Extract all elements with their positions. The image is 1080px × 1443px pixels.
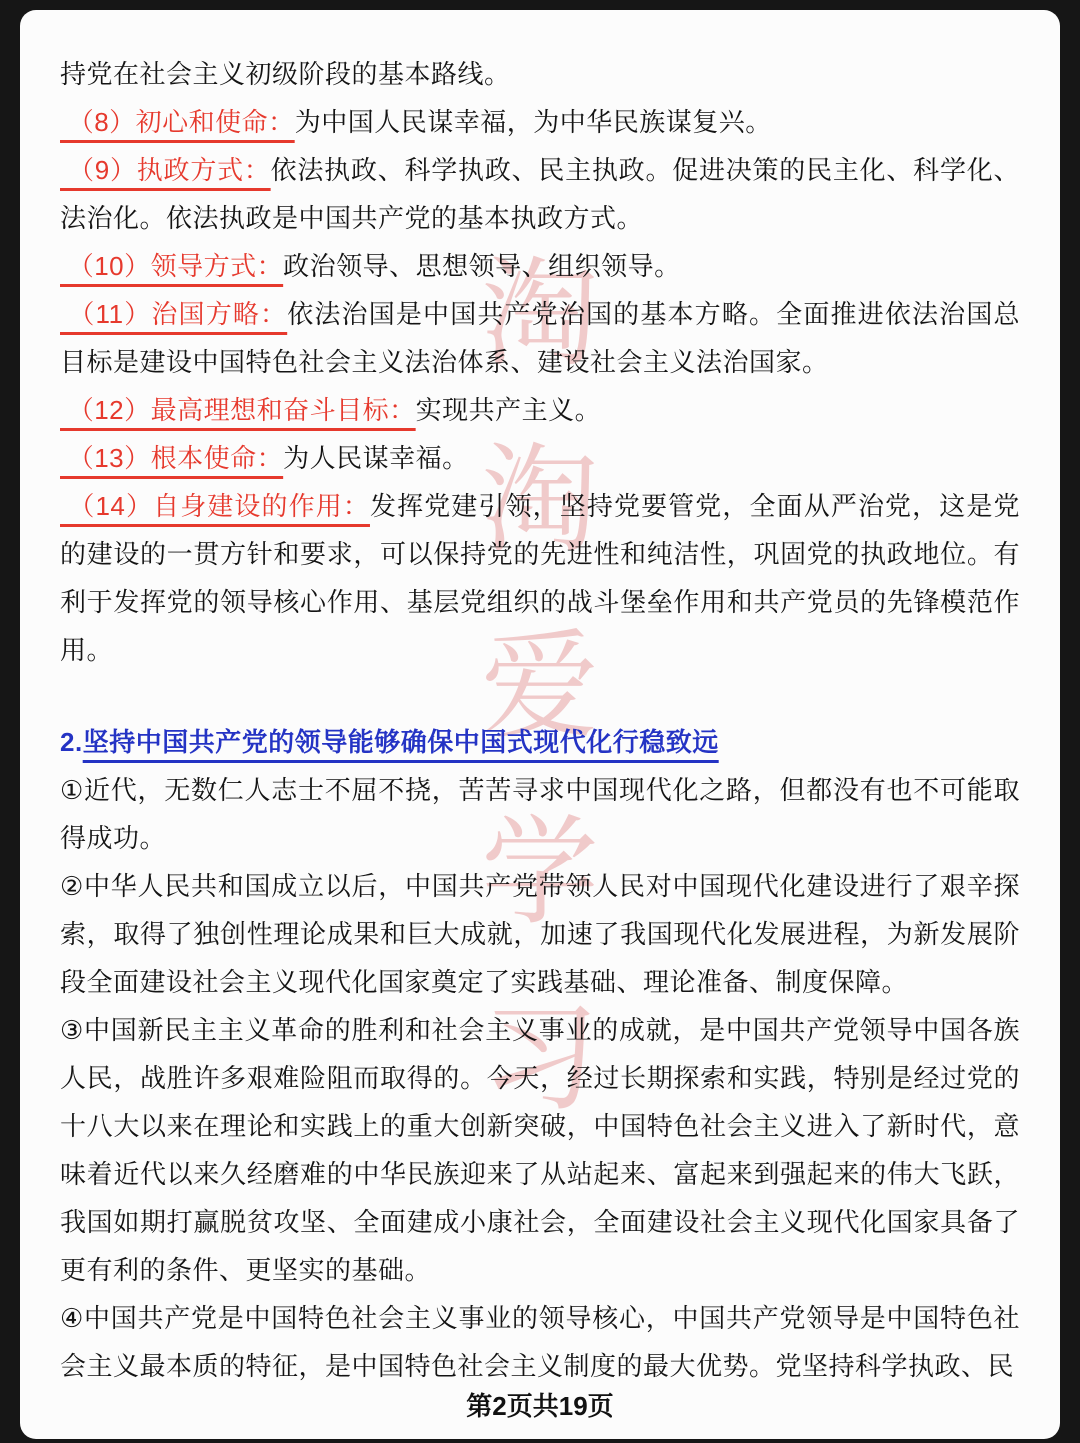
text-segment-body: ④中国共产党是中国特色社会主义事业的领导核心，中国共产党领导是中国特色社会主义最本质的特征，是中国特色社会主义制度的最大优势。党坚持科学执政、民 — [60, 1303, 1020, 1381]
text-segment-red: （14）自身建设的作用： — [60, 491, 370, 521]
watermark-char: 爱 — [480, 617, 600, 755]
document-content — [20, 10, 1060, 1390]
item-14 — [60, 482, 1020, 674]
item-10 — [60, 242, 1020, 290]
page-footer: 第2页共19页 — [466, 1391, 614, 1421]
text-segment-body: 政治领导、思想领导、组织领导。 — [283, 251, 681, 281]
text-segment-body: 依法执政、科学执政、民主执政。促进决策的民主化、科学化、法治化。依法执政是中国共产党的基本执政方式。 — [60, 155, 1020, 233]
point-3 — [60, 1006, 1020, 1294]
text-segment-body: 为人民谋幸福。 — [283, 443, 469, 473]
item-11 — [60, 290, 1020, 386]
text-segment-body: ③中国新民主主义革命的胜利和社会主义事业的成就，是中国共产党领导中国各族人民，战胜许多艰难险阻而取得的。今天，经过长期探索和实践，特别是经过党的十八大以来在理论和实践上的重大创新突破，中国特色社会主义进入了新时代，意味着近代以来久经磨难的中华民族迎来了从站起来、富起来到强起来的伟大飞跃，我国如期打赢脱贫攻坚、全面建成小康社会，全面建设社会主义现代化国家具备了更有利的条件、更坚实的基础。 — [60, 1015, 1020, 1285]
document-page — [20, 10, 1060, 1439]
text-segment-body: 实现共产主义。 — [415, 395, 602, 425]
text-segment-red: （10）领导方式： — [60, 251, 284, 281]
text-segment-body: 持党在社会主义初级阶段的基本路线。 — [60, 59, 511, 89]
point-4 — [60, 1294, 1020, 1390]
text-segment-body: 为中国人民谋幸福，为中华民族谋复兴。 — [294, 107, 772, 137]
text-segment-red: （12）最高理想和奋斗目标： — [60, 395, 416, 425]
watermark-char: 淘 — [480, 431, 600, 569]
text-segment-body: ②中华人民共和国成立以后，中国共产党带领人民对中国现代化建设进行了艰辛探索，取得了独创性理论成果和巨大成就，加速了我国现代化发展进程，为新发展阶段全面建设社会主义现代化国家奠定了实践基础、理论准备、制度保障。 — [60, 871, 1020, 997]
watermark-char: 学 — [480, 803, 600, 941]
item-8 — [60, 98, 1020, 146]
point-1 — [60, 766, 1020, 862]
text-segment-heading: 2. — [60, 727, 83, 757]
text-segment-red: （13）根本使命： — [60, 443, 284, 473]
item-12 — [60, 386, 1020, 434]
watermark-char: 习 — [480, 989, 600, 1127]
text-segment-red: （8）初心和使命： — [60, 107, 295, 137]
continuation-line — [60, 50, 1020, 98]
text-segment-body: 发挥党建引领，坚持党要管党，全面从严治党，这是党的建设的一贯方针和要求，可以保持党的先进性和纯洁性，巩固党的执政地位。有利于发挥党的领导核心作用、基层党组织的战斗堡垒作用和共产党员的先锋模范作用。 — [60, 491, 1020, 665]
text-segment-heading-underline: 坚持中国共产党的领导能够确保中国式现代化行稳致远 — [82, 727, 719, 757]
section-2-heading — [60, 718, 1020, 766]
text-segment-red: （11）治国方略： — [60, 299, 288, 329]
watermark-char: 淘 — [480, 245, 600, 383]
text-segment-body: ①近代，无数仁人志士不屈不挠，苦苦寻求中国现代化之路，但都没有也不可能取得成功。 — [60, 775, 1020, 853]
item-9 — [60, 146, 1020, 242]
point-2 — [60, 862, 1020, 1006]
text-segment-body: 依法治国是中国共产党治国的基本方略。全面推进依法治国总目标是建设中国特色社会主义法治体系、建设社会主义法治国家。 — [60, 299, 1020, 377]
item-13 — [60, 434, 1020, 482]
text-segment-red: （9）执政方式： — [60, 155, 271, 185]
